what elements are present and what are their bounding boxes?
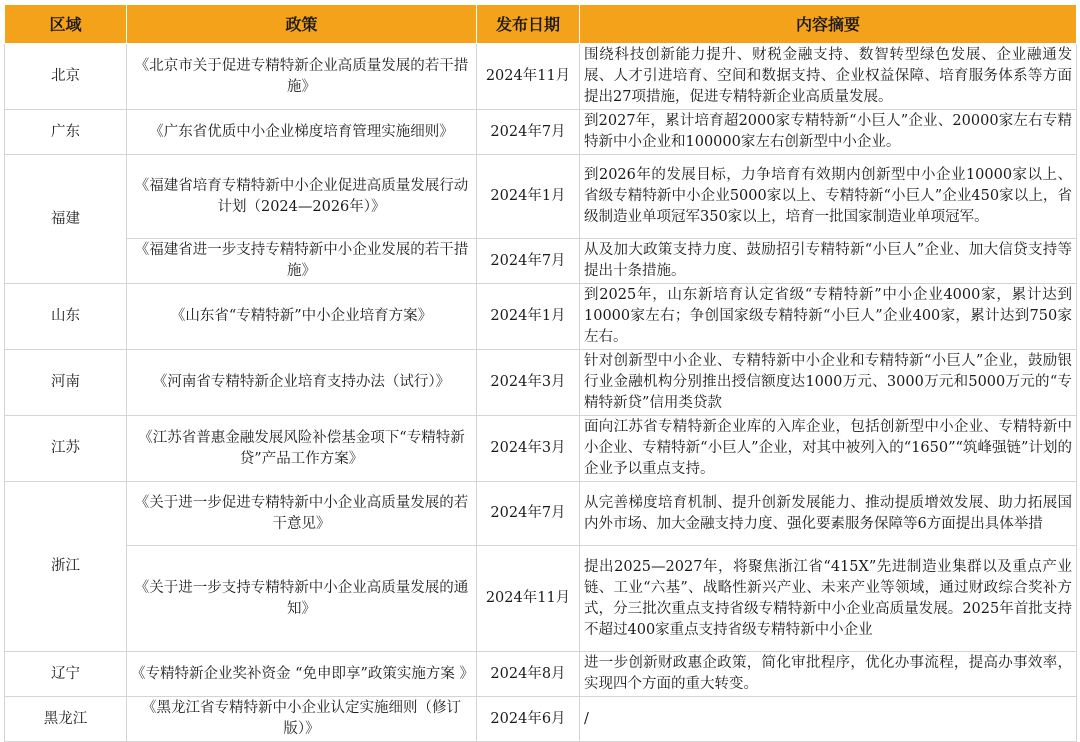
table-row [5,284,1077,350]
region-cell: 北京 [5,44,127,110]
table-row [5,697,1077,742]
policy-cell: 《专精特新企业奖补资金 “免申即享”政策实施方案 》 [127,652,477,697]
region-cell: 河南 [5,350,127,416]
table-row [5,416,1077,482]
table-row [5,652,1077,697]
date-cell: 2024年11月 [477,44,580,110]
policy-cell: 《广东省优质中小企业梯度培育管理实施细则》 [127,110,477,155]
table-row [5,239,1077,284]
date-cell: 2024年7月 [477,482,580,546]
summary-cell: 从完善梯度培育机制、提升创新发展能力、推动提质增效发展、助力拓展国内外市场、加大金融支持力度、强化要素服务保障等6方面提出具体举措 [580,482,1077,546]
summary-cell: / [580,697,1077,742]
header-region: 区域 [5,5,127,44]
region-cell: 福建 [5,155,127,284]
summary-cell: 到2025年，山东新培育认定省级“专精特新”中小企业4000家，累计达到10000家左右；争创国家级专精特新“小巨人”企业400家，累计达到750家左右。 [580,284,1077,350]
region-cell: 黑龙江 [5,697,127,742]
date-cell: 2024年3月 [477,416,580,482]
header-policy: 政策 [127,5,477,44]
date-cell: 2024年11月 [477,546,580,652]
policy-cell: 《关于进一步支持专精特新中小企业高质量发展的通知》 [127,546,477,652]
table-row [5,482,1077,546]
table-row [5,155,1077,239]
region-cell: 辽宁 [5,652,127,697]
date-cell: 2024年8月 [477,652,580,697]
summary-cell: 从及加大政策支持力度、鼓励招引专精特新“小巨人”企业、加大信贷支持等提出十条措施。 [580,239,1077,284]
date-cell: 2024年1月 [477,155,580,239]
policy-cell: 《关于进一步促进专精特新中小企业高质量发展的若干意见》 [127,482,477,546]
policy-cell: 《黑龙江省专精特新中小企业认定实施细则（修订版）》 [127,697,477,742]
policy-cell: 《福建省培育专精特新中小企业促进高质量发展行动计划（2024—2026年）》 [127,155,477,239]
summary-cell: 针对创新型中小企业、专精特新中小企业和专精特新“小巨人”企业，鼓励银行业金融机构分别推出授信额度达1000万元、3000万元和5000万元的“专精特新贷”信用类贷款 [580,350,1077,416]
policy-table [4,4,1077,742]
date-cell: 2024年6月 [477,697,580,742]
region-cell: 山东 [5,284,127,350]
summary-cell: 围绕科技创新能力提升、财税金融支持、数智转型绿色发展、企业融通发展、人才引进培育、空间和数据支持、企业权益保障、培育服务体系等方面提出27项措施，促进专精特新企业高质量发展。 [580,44,1077,110]
table-row [5,350,1077,416]
policy-cell: 《江苏省普惠金融发展风险补偿基金项下“专精特新贷”产品工作方案》 [127,416,477,482]
table-row [5,44,1077,110]
region-cell: 江苏 [5,416,127,482]
summary-cell: 提出2025—2027年，将聚焦浙江省“415X”先进制造业集群以及重点产业链、工业“六基”、战略性新兴产业、未来产业等领域，通过财政综合奖补方式，分三批次重点支持省级专精特新中小企业高质量发展。2025年首批支持不超过400家重点支持省级专精特新中小企业 [580,546,1077,652]
summary-cell: 进一步创新财政惠企政策，简化审批程序，优化办事流程，提高办事效率，实现四个方面的重大转变。 [580,652,1077,697]
region-cell: 广东 [5,110,127,155]
date-cell: 2024年7月 [477,110,580,155]
date-cell: 2024年3月 [477,350,580,416]
policy-cell: 《河南省专精特新企业培育支持办法（试行）》 [127,350,477,416]
date-cell: 2024年7月 [477,239,580,284]
summary-cell: 面向江苏省专精特新企业库的入库企业，包括创新型中小企业、专精特新中小企业、专精特新“小巨人”企业，对其中被列入的“1650”“筑峰强链”计划的企业予以重点支持。 [580,416,1077,482]
table-row [5,110,1077,155]
policy-cell: 《山东省“专精特新”中小企业培育方案》 [127,284,477,350]
header-date: 发布日期 [477,5,580,44]
policy-cell: 《福建省进一步支持专精特新中小企业发展的若干措施》 [127,239,477,284]
date-cell: 2024年1月 [477,284,580,350]
table-row [5,546,1077,652]
policy-cell: 《北京市关于促进专精特新企业高质量发展的若干措施》 [127,44,477,110]
header-row [5,5,1077,44]
summary-cell: 到2026年的发展目标，力争培育有效期内创新型中小企业10000家以上、省级专精特新中小企业5000家以上、专精特新“小巨人”企业450家以上，省级制造业单项冠军350家以上，培育一批国家制造业单项冠军。 [580,155,1077,239]
region-cell: 浙江 [5,482,127,652]
summary-cell: 到2027年，累计培育超2000家专精特新“小巨人”企业、20000家左右专精特新中小企业和100000家左右创新型中小企业。 [580,110,1077,155]
header-summary: 内容摘要 [580,5,1077,44]
